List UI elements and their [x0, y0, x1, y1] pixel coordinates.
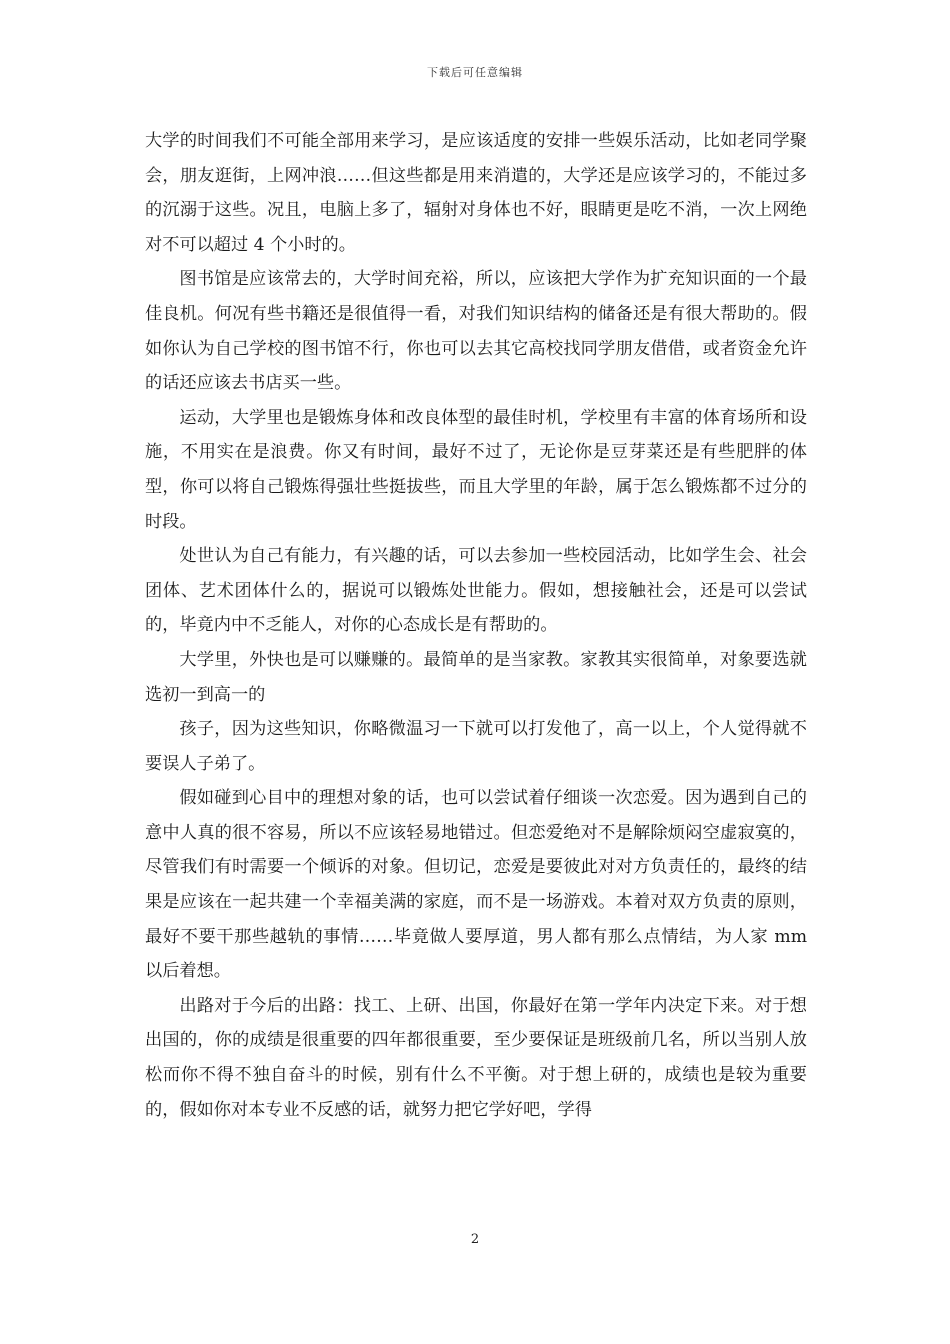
- page-number: 2: [470, 1232, 480, 1247]
- paragraph-2: 图书馆是应该常去的，大学时间充裕，所以，应该把大学作为扩充知识面的一个最佳良机。何况有些书籍还是很值得一看，对我们知识结构的储备还是有很大帮助的。假如你认为自己学校的图书馆不行，你也可以去其它高校找同学朋友借借，或者资金允许的话还应该去书店买一些。: [145, 269, 807, 394]
- paragraph-4: 处世认为自己有能力，有兴趣的话，可以去参加一些校园活动，比如学生会、社会团体、艺术团体什么的，据说可以锻炼处世能力。假如，想接触社会，还是可以尝试的，毕竟内中不乏能人，对你的心态成长是有帮助的。: [145, 546, 807, 636]
- document-body: [145, 124, 807, 1127]
- paragraph-1: 大学的时间我们不可能全部用来学习，是应该适度的安排一些娱乐活动，比如老同学聚会，朋友逛街，上网冲浪……但这些都是用来消遣的，大学还是应该学习的，不能过多的沉溺于这些。况且，电脑上多了，辐射对身体也不好，眼睛更是吃不消，一次上网绝对不可以超过 4 个小时的。: [145, 131, 807, 255]
- paragraph-6: 孩子，因为这些知识，你略微温习一下就可以打发他了，高一以上，个人觉得就不要误人子弟了。: [145, 719, 807, 774]
- paragraph-5: 大学里，外快也是可以赚赚的。最简单的是当家教。家教其实很简单，对象要选就选初一到高一的: [145, 649, 807, 705]
- paragraph-3: 运动，大学里也是锻炼身体和改良体型的最佳时机，学校里有丰富的体育场所和设施，不用实在是浪费。你又有时间，最好不过了，无论你是豆芽菜还是有些肥胖的体型，你可以将自己锻炼得强壮些挺拔些，而且大学里的年龄，属于怎么锻炼都不过分的时段。: [145, 407, 807, 532]
- paragraph-8: 出路对于今后的出路：找工、上研、出国，你最好在第一学年内决定下来。对于想出国的，你的成绩是很重要的四年都很重要，至少要保证是班级前几名，所以当别人放松而你不得不独自奋斗的时候，别有什么不平衡。对于想上研的，成绩也是较为重要的，假如你对本专业不反感的话，就努力把它学好吧，学得: [145, 995, 807, 1120]
- page-header: 下载后可任意编辑: [427, 66, 523, 79]
- paragraph-7: 假如碰到心目中的理想对象的话，也可以尝试着仔细谈一次恋爱。因为遇到自己的意中人真的很不容易，所以不应该轻易地错过。但恋爱绝对不是解除烦闷空虚寂寞的，尽管我们有时需要一个倾诉的对象。但切记，恋爱是要彼此对对方负责任的，最终的结果是应该在一起共建一个幸福美满的家庭，而不是一场游戏。本着对双方负责的原则，最好不要干那些越轨的事情……毕竟做人要厚道，男人都有那么点情结，为人家 mm 以后着想。: [145, 788, 807, 982]
